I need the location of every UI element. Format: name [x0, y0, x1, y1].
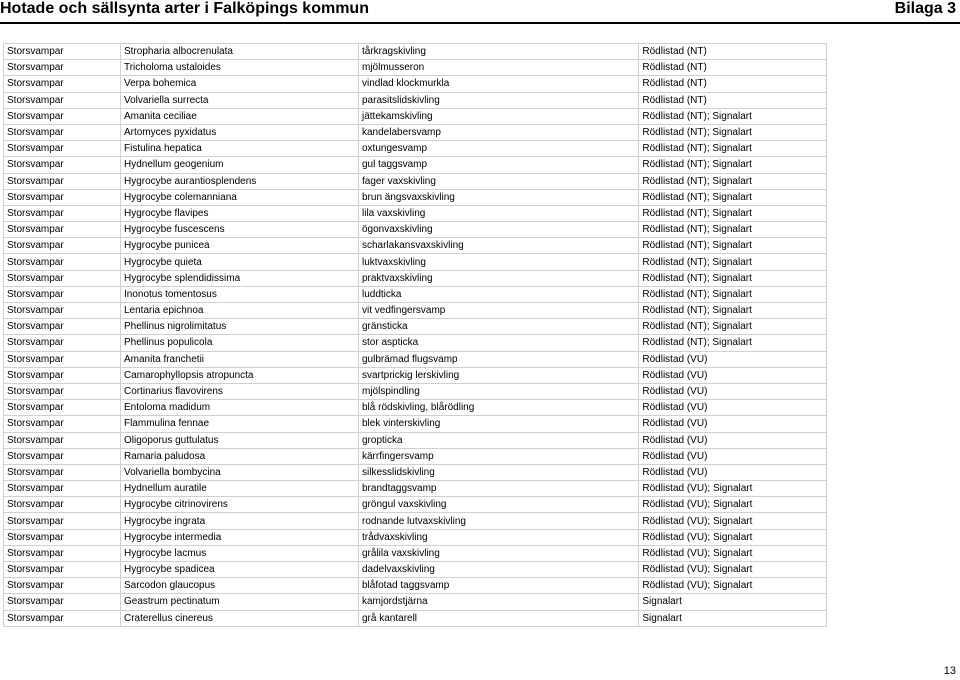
scientific-name-cell: Ramaria paludosa	[120, 448, 358, 464]
scientific-name-cell: Inonotus tomentosus	[120, 286, 358, 302]
table-row	[4, 578, 827, 594]
scientific-name-cell: Hygrocybe quieta	[120, 254, 358, 270]
species-table	[3, 43, 827, 627]
swedish-name-cell: grålila vaxskivling	[359, 545, 639, 561]
status-cell: Rödlistad (VU); Signalart	[639, 545, 827, 561]
table-row	[4, 562, 827, 578]
scientific-name-cell: Camarophyllopsis atropuncta	[120, 367, 358, 383]
table-row	[4, 173, 827, 189]
status-cell: Rödlistad (NT); Signalart	[639, 238, 827, 254]
status-cell: Rödlistad (NT); Signalart	[639, 303, 827, 319]
swedish-name-cell: kandelabersvamp	[359, 124, 639, 140]
group-cell: Storsvampar	[4, 44, 121, 60]
table-row	[4, 108, 827, 124]
swedish-name-cell: blå rödskivling, blårödling	[359, 400, 639, 416]
group-cell: Storsvampar	[4, 222, 121, 238]
group-cell: Storsvampar	[4, 173, 121, 189]
status-cell: Rödlistad (VU)	[639, 400, 827, 416]
status-cell: Rödlistad (VU); Signalart	[639, 513, 827, 529]
scientific-name-cell: Lentaria epichnoa	[120, 303, 358, 319]
status-cell: Rödlistad (VU)	[639, 448, 827, 464]
scientific-name-cell: Phellinus nigrolimitatus	[120, 319, 358, 335]
table-row	[4, 124, 827, 140]
table-row	[4, 610, 827, 626]
swedish-name-cell: grå kantarell	[359, 610, 639, 626]
species-table-body	[4, 44, 827, 627]
status-cell: Rödlistad (VU)	[639, 416, 827, 432]
table-row	[4, 270, 827, 286]
group-cell: Storsvampar	[4, 351, 121, 367]
table-row	[4, 464, 827, 480]
group-cell: Storsvampar	[4, 481, 121, 497]
status-cell: Rödlistad (NT); Signalart	[639, 222, 827, 238]
scientific-name-cell: Craterellus cinereus	[120, 610, 358, 626]
table-row	[4, 513, 827, 529]
status-cell: Rödlistad (NT); Signalart	[639, 254, 827, 270]
table-row	[4, 205, 827, 221]
group-cell: Storsvampar	[4, 400, 121, 416]
group-cell: Storsvampar	[4, 286, 121, 302]
group-cell: Storsvampar	[4, 60, 121, 76]
swedish-name-cell: praktvaxskivling	[359, 270, 639, 286]
group-cell: Storsvampar	[4, 383, 121, 399]
swedish-name-cell: trådvaxskivling	[359, 529, 639, 545]
scientific-name-cell: Hydnellum auratile	[120, 481, 358, 497]
status-cell: Rödlistad (NT); Signalart	[639, 286, 827, 302]
group-cell: Storsvampar	[4, 141, 121, 157]
group-cell: Storsvampar	[4, 497, 121, 513]
table-row	[4, 254, 827, 270]
scientific-name-cell: Hygrocybe flavipes	[120, 205, 358, 221]
swedish-name-cell: scharlakansvaxskivling	[359, 238, 639, 254]
status-cell: Rödlistad (VU)	[639, 367, 827, 383]
status-cell: Rödlistad (NT)	[639, 44, 827, 60]
swedish-name-cell: brun ängsvaxskivling	[359, 189, 639, 205]
status-cell: Rödlistad (VU)	[639, 432, 827, 448]
swedish-name-cell: vit vedfingersvamp	[359, 303, 639, 319]
table-row	[4, 319, 827, 335]
group-cell: Storsvampar	[4, 189, 121, 205]
status-cell: Rödlistad (NT); Signalart	[639, 108, 827, 124]
scientific-name-cell: Amanita ceciliae	[120, 108, 358, 124]
swedish-name-cell: gränsticka	[359, 319, 639, 335]
group-cell: Storsvampar	[4, 319, 121, 335]
scientific-name-cell: Hydnellum geogenium	[120, 157, 358, 173]
swedish-name-cell: silkesslidskivling	[359, 464, 639, 480]
group-cell: Storsvampar	[4, 254, 121, 270]
status-cell: Rödlistad (VU); Signalart	[639, 497, 827, 513]
swedish-name-cell: luddticka	[359, 286, 639, 302]
scientific-name-cell: Artomyces pyxidatus	[120, 124, 358, 140]
swedish-name-cell: dadelvaxskivling	[359, 562, 639, 578]
table-row	[4, 383, 827, 399]
table-row	[4, 481, 827, 497]
status-cell: Rödlistad (VU); Signalart	[639, 529, 827, 545]
swedish-name-cell: vindlad klockmurkla	[359, 76, 639, 92]
scientific-name-cell: Phellinus populicola	[120, 335, 358, 351]
table-row	[4, 400, 827, 416]
swedish-name-cell: svartprickig lerskivling	[359, 367, 639, 383]
swedish-name-cell: rodnande lutvaxskivling	[359, 513, 639, 529]
group-cell: Storsvampar	[4, 270, 121, 286]
swedish-name-cell: fager vaxskivling	[359, 173, 639, 189]
table-row	[4, 545, 827, 561]
swedish-name-cell: gropticka	[359, 432, 639, 448]
group-cell: Storsvampar	[4, 545, 121, 561]
scientific-name-cell: Cortinarius flavovirens	[120, 383, 358, 399]
status-cell: Rödlistad (NT)	[639, 92, 827, 108]
status-cell: Rödlistad (VU); Signalart	[639, 562, 827, 578]
group-cell: Storsvampar	[4, 529, 121, 545]
status-cell: Rödlistad (NT); Signalart	[639, 205, 827, 221]
status-cell: Rödlistad (VU)	[639, 464, 827, 480]
swedish-name-cell: kärrfingersvamp	[359, 448, 639, 464]
status-cell: Rödlistad (NT); Signalart	[639, 141, 827, 157]
table-row	[4, 367, 827, 383]
table-row	[4, 497, 827, 513]
scientific-name-cell: Hygrocybe citrinovirens	[120, 497, 358, 513]
group-cell: Storsvampar	[4, 303, 121, 319]
scientific-name-cell: Volvariella surrecta	[120, 92, 358, 108]
table-row	[4, 238, 827, 254]
scientific-name-cell: Geastrum pectinatum	[120, 594, 358, 610]
swedish-name-cell: parasitslidskivling	[359, 92, 639, 108]
group-cell: Storsvampar	[4, 464, 121, 480]
swedish-name-cell: oxtungesvamp	[359, 141, 639, 157]
table-row	[4, 529, 827, 545]
swedish-name-cell: lila vaxskivling	[359, 205, 639, 221]
table-row	[4, 141, 827, 157]
group-cell: Storsvampar	[4, 335, 121, 351]
table-row	[4, 189, 827, 205]
scientific-name-cell: Oligoporus guttulatus	[120, 432, 358, 448]
header-rule	[0, 22, 960, 24]
status-cell: Rödlistad (VU); Signalart	[639, 578, 827, 594]
table-row	[4, 448, 827, 464]
appendix-label: Bilaga 3	[894, 0, 956, 17]
status-cell: Rödlistad (NT); Signalart	[639, 173, 827, 189]
group-cell: Storsvampar	[4, 578, 121, 594]
swedish-name-cell: ögonvaxskivling	[359, 222, 639, 238]
group-cell: Storsvampar	[4, 513, 121, 529]
scientific-name-cell: Hygrocybe intermedia	[120, 529, 358, 545]
swedish-name-cell: mjölmusseron	[359, 60, 639, 76]
swedish-name-cell: luktvaxskivling	[359, 254, 639, 270]
status-cell: Rödlistad (NT); Signalart	[639, 319, 827, 335]
scientific-name-cell: Hygrocybe punicea	[120, 238, 358, 254]
scientific-name-cell: Fistulina hepatica	[120, 141, 358, 157]
scientific-name-cell: Hygrocybe colemanniana	[120, 189, 358, 205]
scientific-name-cell: Tricholoma ustaloides	[120, 60, 358, 76]
table-row	[4, 303, 827, 319]
status-cell: Signalart	[639, 594, 827, 610]
scientific-name-cell: Hygrocybe spadicea	[120, 562, 358, 578]
status-cell: Signalart	[639, 610, 827, 626]
status-cell: Rödlistad (NT); Signalart	[639, 157, 827, 173]
group-cell: Storsvampar	[4, 594, 121, 610]
scientific-name-cell: Hygrocybe fuscescens	[120, 222, 358, 238]
status-cell: Rödlistad (VU); Signalart	[639, 481, 827, 497]
status-cell: Rödlistad (NT); Signalart	[639, 189, 827, 205]
status-cell: Rödlistad (VU)	[639, 383, 827, 399]
status-cell: Rödlistad (NT); Signalart	[639, 124, 827, 140]
group-cell: Storsvampar	[4, 157, 121, 173]
group-cell: Storsvampar	[4, 124, 121, 140]
scientific-name-cell: Amanita franchetii	[120, 351, 358, 367]
table-row	[4, 76, 827, 92]
group-cell: Storsvampar	[4, 108, 121, 124]
swedish-name-cell: gröngul vaxskivling	[359, 497, 639, 513]
status-cell: Rödlistad (NT)	[639, 60, 827, 76]
group-cell: Storsvampar	[4, 238, 121, 254]
swedish-name-cell: blåfotad taggsvamp	[359, 578, 639, 594]
swedish-name-cell: blek vinterskivling	[359, 416, 639, 432]
table-row	[4, 286, 827, 302]
scientific-name-cell: Hygrocybe aurantiosplendens	[120, 173, 358, 189]
scientific-name-cell: Hygrocybe splendidissima	[120, 270, 358, 286]
scientific-name-cell: Entoloma madidum	[120, 400, 358, 416]
table-row	[4, 351, 827, 367]
table-row	[4, 157, 827, 173]
swedish-name-cell: jättekamskivling	[359, 108, 639, 124]
swedish-name-cell: brandtaggsvamp	[359, 481, 639, 497]
table-row	[4, 594, 827, 610]
group-cell: Storsvampar	[4, 416, 121, 432]
table-row	[4, 432, 827, 448]
status-cell: Rödlistad (NT)	[639, 76, 827, 92]
scientific-name-cell: Flammulina fennae	[120, 416, 358, 432]
swedish-name-cell: gulbrämad flugsvamp	[359, 351, 639, 367]
document-title: Hotade och sällsynta arter i Falköpings kommun	[0, 0, 369, 17]
table-row	[4, 222, 827, 238]
table-row	[4, 416, 827, 432]
group-cell: Storsvampar	[4, 92, 121, 108]
swedish-name-cell: kamjordstjärna	[359, 594, 639, 610]
page-number: 13	[943, 665, 956, 677]
group-cell: Storsvampar	[4, 76, 121, 92]
group-cell: Storsvampar	[4, 448, 121, 464]
swedish-name-cell: stor aspticka	[359, 335, 639, 351]
scientific-name-cell: Stropharia albocrenulata	[120, 44, 358, 60]
scientific-name-cell: Hygrocybe ingrata	[120, 513, 358, 529]
scientific-name-cell: Verpa bohemica	[120, 76, 358, 92]
swedish-name-cell: tårkragskivling	[359, 44, 639, 60]
scientific-name-cell: Volvariella bombycina	[120, 464, 358, 480]
table-row	[4, 335, 827, 351]
scientific-name-cell: Hygrocybe lacmus	[120, 545, 358, 561]
swedish-name-cell: mjölspindling	[359, 383, 639, 399]
group-cell: Storsvampar	[4, 432, 121, 448]
status-cell: Rödlistad (NT); Signalart	[639, 270, 827, 286]
group-cell: Storsvampar	[4, 610, 121, 626]
table-row	[4, 92, 827, 108]
swedish-name-cell: gul taggsvamp	[359, 157, 639, 173]
group-cell: Storsvampar	[4, 205, 121, 221]
group-cell: Storsvampar	[4, 367, 121, 383]
group-cell: Storsvampar	[4, 562, 121, 578]
status-cell: Rödlistad (NT); Signalart	[639, 335, 827, 351]
status-cell: Rödlistad (VU)	[639, 351, 827, 367]
table-row	[4, 60, 827, 76]
scientific-name-cell: Sarcodon glaucopus	[120, 578, 358, 594]
table-row	[4, 44, 827, 60]
